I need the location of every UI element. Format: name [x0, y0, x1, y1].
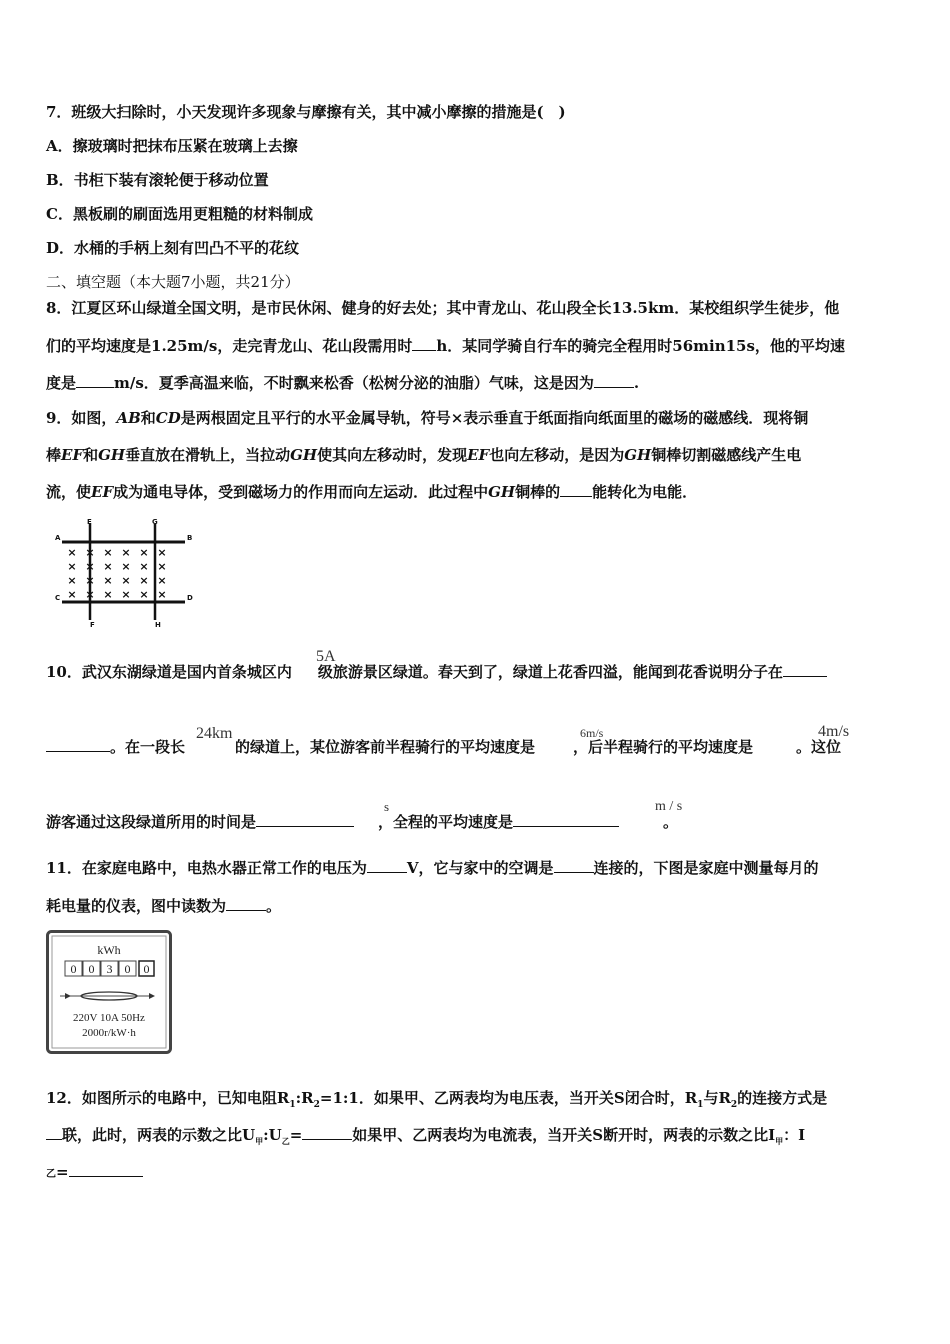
var-gh: GH — [624, 446, 652, 464]
q7-option-b: B．书柜下装有滚轮便于移动位置 — [46, 171, 269, 189]
q12-text: 乙 — [46, 1169, 56, 1180]
field-cross: × — [67, 588, 77, 601]
q10-text: ，全程的平均速度是 — [378, 813, 514, 831]
q12-text: 与R — [703, 1089, 731, 1107]
field-cross: × — [103, 546, 113, 559]
field-cross: × — [121, 574, 131, 587]
field-cross: × — [103, 560, 113, 573]
meter-decimal-digit: 0 — [143, 962, 150, 976]
q11-text: V，它与家中的空调是 — [406, 859, 554, 877]
field-cross: × — [85, 546, 95, 559]
q10-sup-s: s — [384, 799, 390, 814]
q12-text: ：I — [783, 1126, 806, 1144]
q9-text: 能转化为电能． — [592, 483, 698, 501]
q9-text: 使其向左移动时，发现 — [317, 446, 468, 464]
q10-text: 。 — [663, 813, 679, 831]
q10-text: 10．武汉东湖绿道是国内首条城区内 — [46, 663, 292, 681]
q7-stem: 7．班级大扫除时，小天发现许多现象与摩擦有关，其中减小摩擦的措施是( ) — [46, 103, 566, 121]
q10-sup-ms: m / s — [655, 799, 683, 814]
q10-text: 。在一段长 — [110, 738, 186, 756]
q8-text-3c: . — [633, 374, 640, 392]
field-cross: × — [121, 560, 131, 573]
q10-line1 — [46, 662, 827, 682]
field-cross: × — [139, 574, 149, 587]
q8-text-2b: h．某同学骑自行车的骑完全程用时56min15s，他的平均速 — [436, 337, 845, 355]
q12-text: = — [56, 1163, 69, 1181]
field-cross: × — [139, 560, 149, 573]
q11-line2 — [46, 896, 281, 916]
q9-text: 铜棒切割磁感线产生电 — [651, 446, 802, 464]
field-cross: × — [121, 588, 131, 601]
q12-sub: 1 — [697, 1100, 704, 1110]
field-cross: × — [121, 546, 131, 559]
q9-blank-energy[interactable] — [560, 482, 592, 497]
field-cross: × — [85, 574, 95, 587]
field-cross: × — [67, 546, 77, 559]
field-cross: × — [139, 588, 149, 601]
q10-blank-molecule-b[interactable] — [46, 737, 110, 752]
q9-line3 — [46, 482, 697, 502]
q8-blank-hours[interactable] — [412, 336, 436, 351]
label-a: A — [55, 534, 61, 542]
q7-option-d: D．水桶的手柄上刻有凹凸不平的花纹 — [46, 239, 300, 257]
q12-text: = — [289, 1126, 303, 1144]
q10-text: 。这位 — [796, 738, 842, 756]
q12-text: :U — [263, 1126, 282, 1144]
field-cross: × — [67, 574, 77, 587]
meter-digit: 0 — [124, 962, 131, 976]
var-ef: EF — [467, 446, 490, 464]
q8-text-3a: 度是 — [46, 374, 77, 392]
label-d: D — [187, 594, 193, 602]
q12-line2 — [46, 1125, 805, 1151]
q11-blank-voltage[interactable] — [367, 858, 407, 873]
label-g: G — [152, 518, 158, 526]
meter-spec-rating: 220V 10A 50Hz — [73, 1012, 145, 1024]
field-cross: × — [85, 560, 95, 573]
q10-blank-avg-speed[interactable] — [513, 812, 619, 827]
field-cross: × — [157, 588, 167, 601]
q8-line3 — [46, 373, 639, 393]
q11-blank-reading[interactable] — [226, 896, 266, 911]
q12-sub: 乙 — [281, 1136, 290, 1146]
q10-text: 的绿道上，某位游客前半程骑行的平均速度是 — [235, 738, 536, 756]
q9-line1 — [46, 408, 808, 428]
meter-unit: kWh — [97, 943, 121, 957]
q12-text: :R — [295, 1089, 314, 1107]
q10-blank-molecule-a[interactable] — [783, 662, 827, 677]
q12-text: 的连接方式是 — [737, 1089, 828, 1107]
q10-text: ，后半程骑行的平均速度是 — [573, 738, 754, 756]
q9-text: 和 — [140, 409, 156, 427]
field-cross: × — [85, 588, 95, 601]
q12-sub: 2 — [313, 1100, 320, 1110]
q9-text: 也向左移动，是因为 — [489, 446, 625, 464]
label-e: E — [87, 518, 92, 526]
field-cross: × — [157, 574, 167, 587]
q9-text: 流，使 — [46, 483, 92, 501]
label-c: C — [55, 594, 61, 602]
q9-text: 和 — [83, 446, 99, 464]
q11-text: 。 — [266, 897, 282, 915]
q12-blank-current-ratio[interactable] — [69, 1162, 143, 1177]
q8-text-3b: m/s．夏季高温来临，不时飘来松香（松树分泌的油脂）气味，这是因为 — [114, 374, 594, 392]
var-gh: GH — [488, 483, 516, 501]
field-cross: × — [157, 560, 167, 573]
field-cross: × — [103, 574, 113, 587]
q12-sub: 甲 — [255, 1136, 264, 1146]
field-cross: × — [139, 546, 149, 559]
q12-text: 12．如图所示的电路中，已知电阻R — [46, 1089, 290, 1107]
section-heading: 二、填空题（本大题7小题，共21分） — [46, 273, 300, 291]
q8-blank-reason[interactable] — [594, 373, 634, 388]
q11-blank-connection[interactable] — [554, 858, 594, 873]
q11-text: 11．在家庭电路中，电热水器正常工作的电压为 — [46, 859, 367, 877]
q9-text: 棒 — [46, 446, 62, 464]
q10-sup-4ms: 4m/s — [818, 723, 850, 740]
q9-text: 是两根固定且平行的水平金属导轨，符号×表示垂直于纸面指向纸面里的磁场的磁感线．现将铜 — [180, 409, 809, 427]
q10-sup-5a: 5A — [316, 648, 336, 665]
var-ab: AB — [116, 409, 141, 427]
meter-spec-constant: 2000r/kW·h — [82, 1027, 136, 1039]
q11-text: 耗电量的仪表，图中读数为 — [46, 897, 227, 915]
q12-text: 联，此时，两表的示数之比U — [62, 1126, 256, 1144]
q12-sub: 甲 — [775, 1136, 784, 1146]
meter-digit: 0 — [88, 962, 95, 976]
q7-option-a: A．擦玻璃时把抹布压紧在玻璃上去擦 — [46, 137, 298, 155]
q12-sub: 2 — [730, 1100, 738, 1110]
q9-text: 垂直放在滑轨上，当拉动 — [125, 446, 291, 464]
label-f: F — [90, 621, 95, 628]
q10-sup-24km: 24km — [196, 725, 233, 742]
field-cross: × — [157, 546, 167, 559]
q8-line2 — [46, 336, 845, 356]
q12-text: 如果甲、乙两表均为电流表，当开关S断开时，两表的示数之比I — [352, 1126, 776, 1144]
q10-line2 — [46, 737, 841, 757]
q10-text: 游客通过这段绿道所用的时间是 — [46, 813, 257, 831]
var-ef: EF — [61, 446, 84, 464]
q12-blank-connection[interactable] — [46, 1125, 62, 1140]
q12-sub: 1 — [289, 1100, 296, 1110]
q12-text: =1:1．如果甲、乙两表均为电压表，当开关S闭合时，R — [319, 1089, 698, 1107]
field-cross: × — [67, 560, 77, 573]
rails-magnetic-field-diagram — [50, 516, 200, 628]
q9-text: 铜棒的 — [515, 483, 561, 501]
q11-line1 — [46, 858, 819, 878]
q12-line3 — [46, 1162, 143, 1185]
meter-digit: 0 — [70, 962, 77, 976]
q11-text: 连接的，下图是家庭中测量每月的 — [593, 859, 819, 877]
label-h: H — [155, 621, 161, 628]
q7-option-c: C．黑板刷的刷面选用更粗糙的材料制成 — [46, 205, 313, 223]
q10-blank-time[interactable] — [256, 812, 354, 827]
q10-text: 级旅游景区绿道。春天到了，绿道上花香四溢，能闻到花香说明分子在 — [317, 663, 783, 681]
label-b: B — [187, 534, 193, 542]
field-crosses — [67, 546, 166, 601]
q8-blank-speed[interactable] — [76, 373, 114, 388]
q8-line1: 8．江夏区环山绿道全国文明，是市民休闲、健身的好去处；其中青龙山、花山段全长13.5km．某校组织学生徒步，他 — [46, 299, 840, 317]
var-gh: GH — [290, 446, 318, 464]
q10-sup-6ms: 6m/s — [580, 726, 604, 740]
q8-text-2a: 们的平均速度是1.25m/s，走完青龙山、花山段需用时 — [46, 337, 413, 355]
field-cross: × — [103, 588, 113, 601]
q9-line2 — [46, 445, 801, 465]
q9-text: 9．如图， — [46, 409, 117, 427]
var-ef: EF — [91, 483, 114, 501]
var-cd: CD — [155, 409, 181, 427]
q9-text: 成为通电导体，受到磁场力的作用而向左运动．此过程中 — [113, 483, 489, 501]
var-gh: GH — [98, 446, 126, 464]
q12-blank-voltage-ratio[interactable] — [302, 1125, 352, 1140]
q10-line3 — [46, 812, 678, 832]
meter-digit: 3 — [106, 962, 113, 976]
q12-line1 — [46, 1088, 827, 1115]
electricity-meter-figure — [46, 930, 172, 1054]
